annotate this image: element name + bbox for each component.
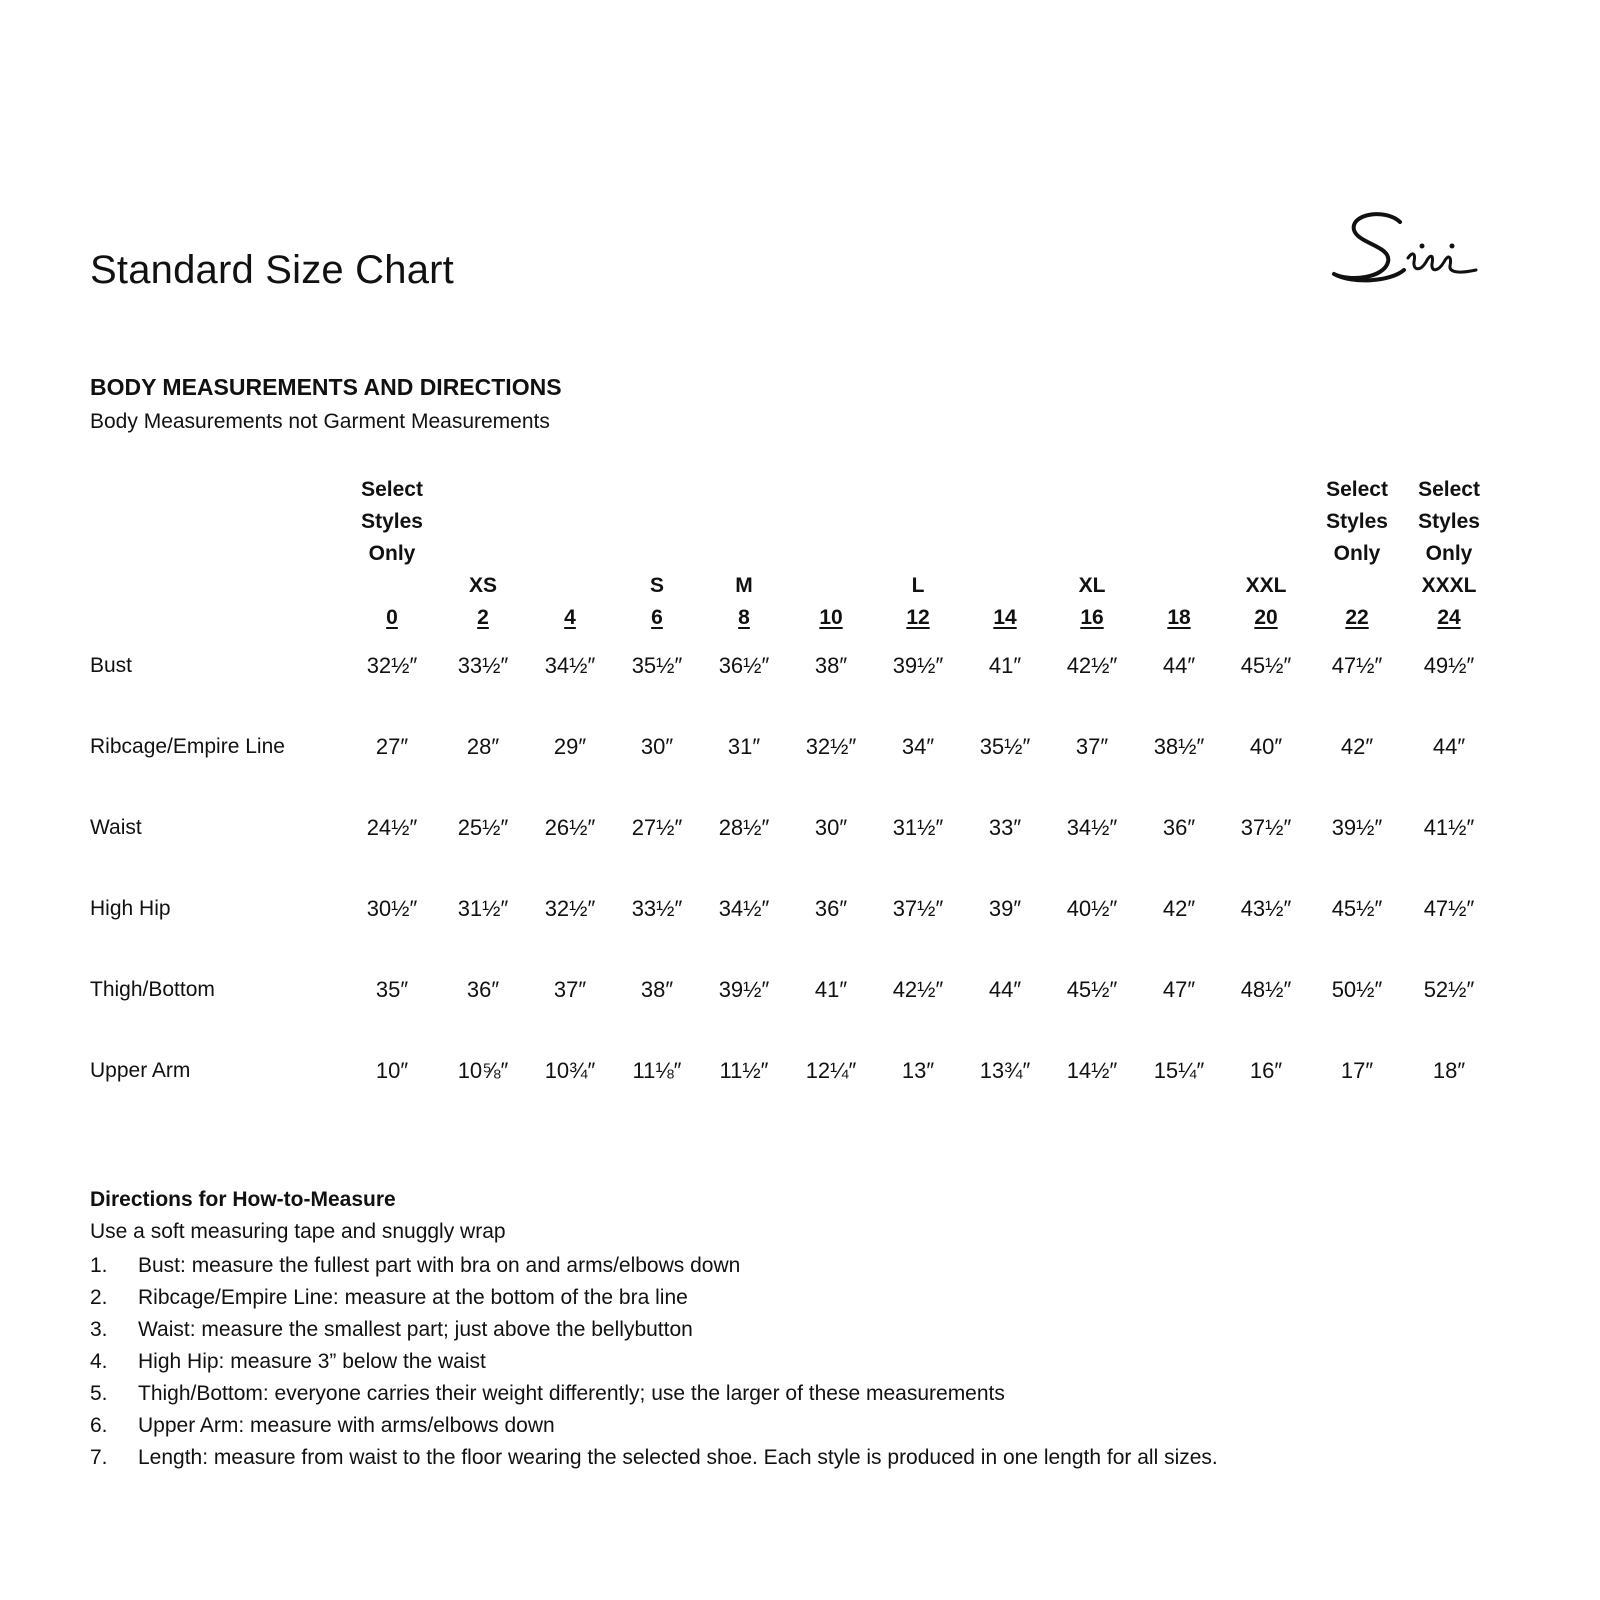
table-cell: 50½″ xyxy=(1331,977,1383,1002)
column-numeric-size: 6 xyxy=(651,606,663,629)
column-header-size-0 xyxy=(352,474,432,634)
table-cell: 11½″ xyxy=(719,1058,769,1083)
table-cell: 25½″ xyxy=(457,815,509,840)
table-cell: 29″ xyxy=(553,734,587,759)
column-note xyxy=(617,474,697,570)
table-cell: 44″ xyxy=(1432,734,1466,759)
column-letter-size: S xyxy=(649,574,664,597)
row-label: Waist xyxy=(90,816,142,839)
table-cell: 35½″ xyxy=(979,734,1031,759)
table-cell: 13¾″ xyxy=(979,1058,1031,1083)
table-cell: 39″ xyxy=(988,896,1022,921)
column-numeric-size: 0 xyxy=(386,606,398,629)
directions-title: Directions for How-to-Measure xyxy=(90,1188,396,1211)
column-header-size-6 xyxy=(617,474,697,634)
column-letter-size xyxy=(352,570,432,602)
table-cell: 27″ xyxy=(375,734,409,759)
column-header-size-22 xyxy=(1317,474,1397,634)
table-cell: 30″ xyxy=(814,815,848,840)
table-cell: 34½″ xyxy=(1066,815,1118,840)
column-numeric-size: 14 xyxy=(993,606,1017,629)
row-label: High Hip xyxy=(90,897,171,920)
column-header-size-4 xyxy=(530,474,610,634)
direction-text: High Hip: measure 3” below the waist xyxy=(138,1350,486,1373)
table-cell: 49½″ xyxy=(1423,653,1475,678)
row-label: Bust xyxy=(90,654,133,677)
table-cell: 15¼″ xyxy=(1153,1058,1205,1083)
table-cell: 30″ xyxy=(640,734,674,759)
table-cell: 24½″ xyxy=(366,815,418,840)
table-cell: 10¾″ xyxy=(544,1058,596,1083)
table-cell: 42½″ xyxy=(892,977,944,1002)
table-cell: 37½″ xyxy=(892,896,944,921)
column-letter-size xyxy=(791,570,871,602)
row-label: Ribcage/Empire Line xyxy=(90,735,285,758)
table-cell: 39½″ xyxy=(1331,815,1383,840)
table-cell: 36″ xyxy=(1162,815,1196,840)
table-cell: 34″ xyxy=(901,734,935,759)
table-cell: 32½″ xyxy=(805,734,857,759)
direction-text: Bust: measure the fullest part with bra on and arms/elbows down xyxy=(138,1254,741,1277)
column-numeric-size: 12 xyxy=(906,606,930,629)
column-numeric-size: 10 xyxy=(819,606,843,629)
column-note: Select Styles Only xyxy=(361,478,423,565)
row-label: Upper Arm xyxy=(90,1059,191,1082)
table-cell: 40½″ xyxy=(1066,896,1118,921)
table-cell: 31½″ xyxy=(457,896,509,921)
table-cell: 37″ xyxy=(553,977,587,1002)
column-letter-size xyxy=(530,570,610,602)
table-cell: 28″ xyxy=(466,734,500,759)
row-label: Thigh/Bottom xyxy=(90,978,215,1001)
table-cell: 31″ xyxy=(727,734,761,759)
table-cell: 36½″ xyxy=(718,653,770,678)
table-cell: 32½″ xyxy=(366,653,418,678)
column-numeric-size: 2 xyxy=(477,606,489,629)
table-cell: 42″ xyxy=(1340,734,1374,759)
table-cell: 30½″ xyxy=(366,896,418,921)
table-cell: 18″ xyxy=(1432,1058,1466,1083)
page-title: Standard Size Chart xyxy=(90,248,454,292)
table-cell: 45½″ xyxy=(1066,977,1118,1002)
column-letter-size: XXL xyxy=(1245,574,1287,597)
table-cell: 33″ xyxy=(988,815,1022,840)
table-cell: 32½″ xyxy=(544,896,596,921)
table-cell: 17″ xyxy=(1340,1058,1374,1083)
table-cell: 38″ xyxy=(640,977,674,1002)
column-numeric-size: 16 xyxy=(1080,606,1104,629)
direction-item xyxy=(90,1380,1218,1412)
direction-text: Ribcage/Empire Line: measure at the bottom of the bra line xyxy=(138,1286,688,1309)
direction-item xyxy=(90,1316,1218,1348)
table-cell: 52½″ xyxy=(1423,977,1475,1002)
table-cell: 38½″ xyxy=(1153,734,1205,759)
column-note xyxy=(791,474,871,570)
table-cell: 16″ xyxy=(1249,1058,1283,1083)
table-cell: 27½″ xyxy=(631,815,683,840)
table-cell: 26½″ xyxy=(544,815,596,840)
column-letter-size xyxy=(1139,570,1219,602)
table-cell: 47″ xyxy=(1162,977,1196,1002)
direction-number: 4. xyxy=(90,1350,108,1373)
table-cell: 35½″ xyxy=(631,653,683,678)
direction-text: Waist: measure the smallest part; just above the bellybutton xyxy=(138,1318,693,1341)
table-cell: 45½″ xyxy=(1331,896,1383,921)
direction-text: Upper Arm: measure with arms/elbows down xyxy=(138,1414,555,1437)
column-note xyxy=(443,474,523,570)
table-cell: 34½″ xyxy=(544,653,596,678)
table-cell: 34½″ xyxy=(718,896,770,921)
column-numeric-size: 22 xyxy=(1345,606,1369,629)
column-header-size-18 xyxy=(1139,474,1219,634)
table-cell: 47½″ xyxy=(1331,653,1383,678)
column-letter-size: L xyxy=(911,574,925,597)
table-cell: 10⅝″ xyxy=(457,1058,509,1083)
direction-item xyxy=(90,1412,1218,1444)
column-header-size-20 xyxy=(1226,474,1306,634)
column-letter-size: XXXL xyxy=(1421,574,1477,597)
column-numeric-size: 24 xyxy=(1437,606,1461,629)
table-cell: 10″ xyxy=(375,1058,409,1083)
column-note xyxy=(530,474,610,570)
column-letter-size xyxy=(1317,570,1397,602)
section-heading: BODY MEASUREMENTS AND DIRECTIONS xyxy=(90,374,562,400)
column-note xyxy=(1226,474,1306,570)
direction-number: 7. xyxy=(90,1446,108,1469)
table-cell: 44″ xyxy=(1162,653,1196,678)
table-cell: 41″ xyxy=(814,977,848,1002)
table-cell: 39½″ xyxy=(892,653,944,678)
column-numeric-size: 20 xyxy=(1254,606,1278,629)
column-note xyxy=(878,474,958,570)
siri-logo xyxy=(1330,200,1490,300)
table-cell: 40″ xyxy=(1249,734,1283,759)
direction-item xyxy=(90,1444,1218,1476)
column-note xyxy=(1139,474,1219,570)
column-numeric-size: 4 xyxy=(564,606,576,629)
table-cell: 47½″ xyxy=(1423,896,1475,921)
direction-item xyxy=(90,1284,1218,1316)
table-cell: 13″ xyxy=(901,1058,935,1083)
table-cell: 48½″ xyxy=(1240,977,1292,1002)
table-cell: 45½″ xyxy=(1240,653,1292,678)
column-header-size-14 xyxy=(965,474,1045,634)
table-cell: 14½″ xyxy=(1066,1058,1118,1083)
table-cell: 37½″ xyxy=(1240,815,1292,840)
direction-number: 1. xyxy=(90,1254,108,1277)
table-cell: 36″ xyxy=(814,896,848,921)
section-subheading: Body Measurements not Garment Measurements xyxy=(90,410,550,433)
column-header-size-16 xyxy=(1052,474,1132,634)
column-note: Select Styles Only xyxy=(1326,478,1388,565)
directions-list xyxy=(90,1252,1218,1476)
column-header-size-12 xyxy=(878,474,958,634)
table-cell: 35″ xyxy=(375,977,409,1002)
table-cell: 33½″ xyxy=(631,896,683,921)
column-note: Select Styles Only xyxy=(1418,478,1480,565)
column-letter-size: XL xyxy=(1078,574,1106,597)
directions-intro: Use a soft measuring tape and snuggly wrap xyxy=(90,1220,506,1243)
column-header-size-10 xyxy=(791,474,871,634)
table-cell: 41″ xyxy=(988,653,1022,678)
column-letter-size: XS xyxy=(468,574,497,597)
table-cell: 36″ xyxy=(466,977,500,1002)
table-cell: 43½″ xyxy=(1240,896,1292,921)
column-numeric-size: 18 xyxy=(1167,606,1191,629)
table-cell: 41½″ xyxy=(1423,815,1475,840)
column-note xyxy=(704,474,784,570)
table-cell: 33½″ xyxy=(457,653,509,678)
table-cell: 11⅛″ xyxy=(632,1058,682,1083)
column-note xyxy=(1052,474,1132,570)
column-note xyxy=(965,474,1045,570)
table-cell: 39½″ xyxy=(718,977,770,1002)
column-header-size-2 xyxy=(443,474,523,634)
column-letter-size: M xyxy=(735,574,753,597)
table-cell: 28½″ xyxy=(718,815,770,840)
direction-item xyxy=(90,1348,1218,1380)
direction-text: Thigh/Bottom: everyone carries their weight differently; use the larger of these measurements xyxy=(138,1382,1005,1405)
column-header-size-24 xyxy=(1409,474,1489,634)
column-letter-size xyxy=(965,570,1045,602)
direction-item xyxy=(90,1252,1218,1284)
table-cell: 44″ xyxy=(988,977,1022,1002)
table-cell: 42½″ xyxy=(1066,653,1118,678)
table-cell: 38″ xyxy=(814,653,848,678)
column-numeric-size: 8 xyxy=(738,606,750,629)
direction-text: Length: measure from waist to the floor wearing the selected shoe. Each style is produced in one length for all sizes. xyxy=(138,1446,1218,1469)
table-cell: 31½″ xyxy=(892,815,944,840)
direction-number: 3. xyxy=(90,1318,108,1341)
column-header-size-8 xyxy=(704,474,784,634)
table-cell: 42″ xyxy=(1162,896,1196,921)
table-cell: 12¼″ xyxy=(805,1058,857,1083)
table-cell: 37″ xyxy=(1075,734,1109,759)
direction-number: 2. xyxy=(90,1286,108,1309)
direction-number: 5. xyxy=(90,1382,108,1405)
direction-number: 6. xyxy=(90,1414,108,1437)
